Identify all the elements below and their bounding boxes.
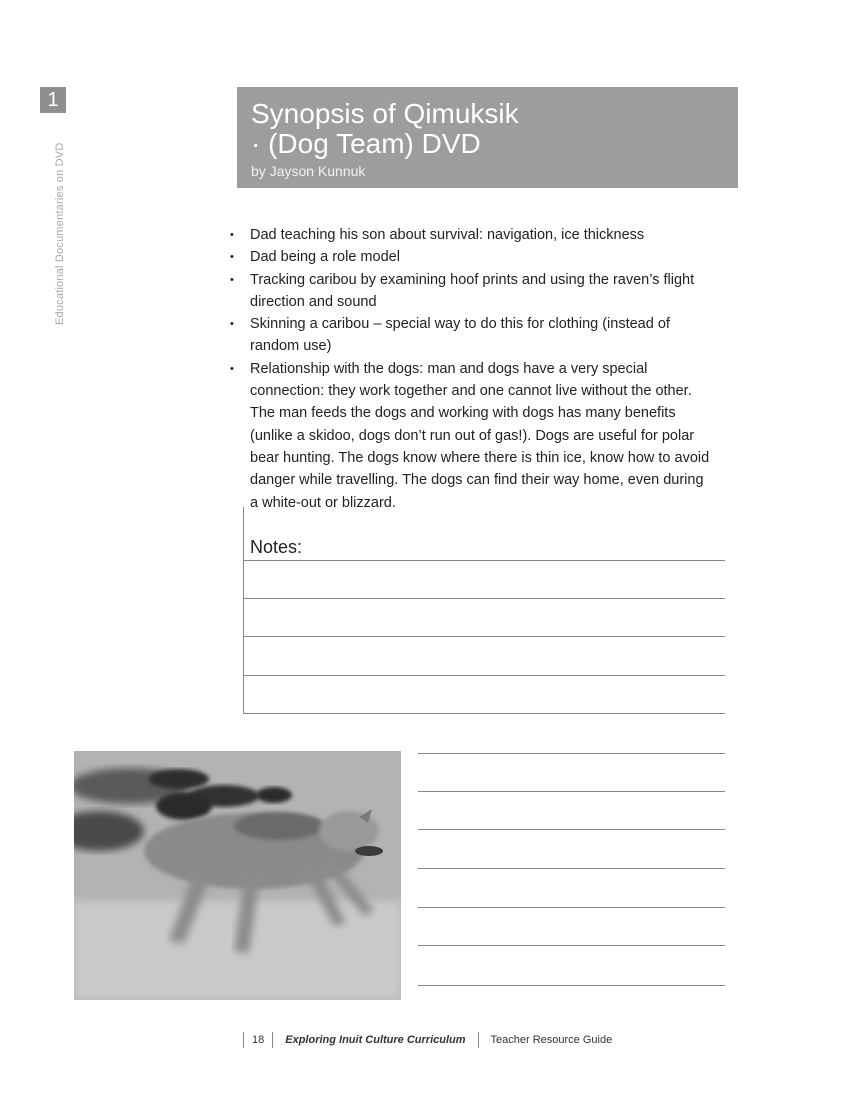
page-title-line-1: Synopsis of Qimuksik — [251, 98, 519, 129]
sled-dogs-illustration — [74, 751, 401, 1000]
notes-rule — [243, 560, 725, 561]
bullet-text-line: direction and sound — [250, 293, 377, 310]
title-banner — [237, 87, 738, 188]
bullet-text-line: The man feeds the dogs and working with dogs has many benefits — [250, 405, 676, 422]
chapter-number-badge: 1 — [40, 87, 66, 113]
bullet-text-line: Skinning a caribou – special way to do this for clothing (instead of — [250, 316, 670, 333]
notes-rule — [418, 945, 725, 946]
notes-rule — [418, 907, 725, 908]
bullet-item — [228, 358, 728, 514]
footer-book-title: Exploring Inuit Culture Curriculum — [285, 1034, 466, 1046]
bullet-text-line: Tracking caribou by examining hoof prints and using the raven’s flight — [250, 271, 695, 288]
author-byline: by Jayson Kunnuk — [251, 163, 366, 179]
bullet-text-line: Dad teaching his son about survival: navigation, ice thickness — [250, 227, 645, 243]
bullet-text-line: Dad being a role model — [250, 249, 400, 266]
bullet-text-line: danger while travelling. The dogs can find their way home, even during — [250, 472, 704, 489]
notes-label: Notes: — [250, 537, 303, 557]
notes-rule — [418, 753, 725, 754]
bullet-text-line: (unlike a skidoo, dogs don’t run out of gas!). Dogs are useful for polar — [250, 427, 695, 444]
page-footer — [243, 1032, 624, 1048]
bullet-text-line: Relationship with the dogs: man and dogs have a very special — [250, 360, 648, 377]
notes-rule — [418, 985, 725, 986]
bullet-item — [228, 313, 728, 358]
notes-frame — [243, 507, 725, 714]
notes-rule — [418, 868, 725, 869]
bullet-item — [228, 269, 728, 314]
bullet-text-line: a white-out or blizzard. — [250, 494, 396, 511]
sled-dogs-photo — [74, 751, 401, 1000]
bullet-text-line: random use) — [250, 338, 332, 355]
notes-rule — [418, 829, 725, 830]
notes-rule — [418, 791, 725, 792]
notes-rule — [243, 598, 725, 599]
bullet-text-line: connection: they work together and one cannot live without the other. — [250, 383, 692, 400]
page-number: 18 — [252, 1034, 265, 1046]
notes-rule — [243, 675, 725, 676]
bullet-text-line: bear hunting. The dogs know where there is thin ice, know how to avoid — [250, 449, 710, 466]
footer-guide-label: Teacher Resource Guide — [490, 1034, 613, 1046]
notes-rule — [243, 636, 725, 637]
notes-rule — [243, 713, 725, 714]
synopsis-bullet-list — [228, 224, 728, 514]
page-title-line-2: · (Dog Team) DVD — [251, 128, 481, 159]
bullet-item — [228, 224, 728, 246]
section-side-label: Educational Documentaries on DVD — [54, 142, 66, 325]
bullet-item — [228, 246, 728, 268]
